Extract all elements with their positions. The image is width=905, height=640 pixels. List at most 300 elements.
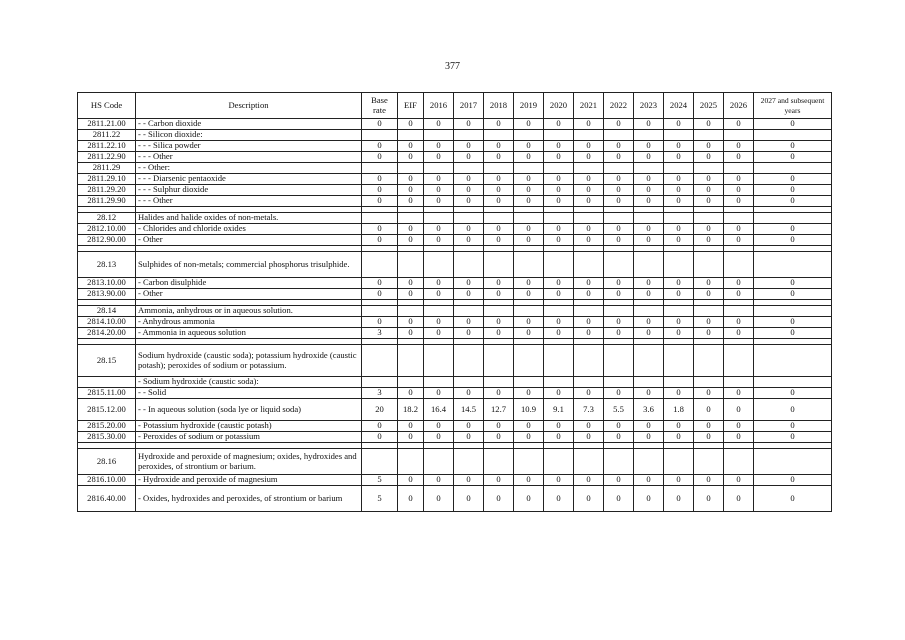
empty-cell: [454, 345, 484, 377]
rate-cell: 0: [664, 152, 694, 163]
hs-code-cell: 2815.30.00: [78, 432, 136, 443]
empty-cell: [544, 252, 574, 278]
rate-cell: 0: [514, 388, 544, 399]
empty-cell: [634, 377, 664, 388]
rate-cell: 0: [664, 235, 694, 246]
empty-cell: [574, 306, 604, 317]
empty-cell: [694, 130, 724, 141]
hs-code-cell: 2815.11.00: [78, 388, 136, 399]
empty-cell: [604, 306, 634, 317]
empty-cell: [398, 213, 424, 224]
empty-cell: [754, 213, 832, 224]
empty-cell: [362, 306, 398, 317]
empty-cell: [362, 345, 398, 377]
rate-cell: 0: [724, 475, 754, 486]
rate-cell: 0: [634, 119, 664, 130]
description-cell: - Oxides, hydroxides and peroxides, of strontium or barium: [136, 486, 362, 512]
empty-cell: [454, 252, 484, 278]
rate-cell: 0: [574, 119, 604, 130]
description-cell: - - - Sulphur dioxide: [136, 185, 362, 196]
table-row: [78, 486, 832, 512]
empty-cell: [362, 449, 398, 475]
rate-cell: 0: [724, 432, 754, 443]
rate-cell: 0: [424, 289, 454, 300]
hs-code-cell: 2816.40.00: [78, 486, 136, 512]
rate-cell: 0: [574, 421, 604, 432]
description-cell: - Potassium hydroxide (caustic potash): [136, 421, 362, 432]
rate-cell: 0: [574, 235, 604, 246]
base-rate-cell: 0: [362, 317, 398, 328]
rate-cell: 0: [424, 432, 454, 443]
empty-cell: [664, 306, 694, 317]
hs-code-cell: 2811.22.90: [78, 152, 136, 163]
empty-cell: [484, 163, 514, 174]
table-row: [78, 449, 832, 475]
rate-cell: 0: [514, 185, 544, 196]
base-rate-cell: 0: [362, 289, 398, 300]
empty-cell: [754, 449, 832, 475]
base-rate-cell: 0: [362, 235, 398, 246]
rate-cell: 0: [634, 141, 664, 152]
rate-cell: 0: [484, 317, 514, 328]
rate-cell: 0: [664, 432, 694, 443]
rate-cell: 0: [454, 432, 484, 443]
empty-cell: [754, 377, 832, 388]
rate-cell: 0: [724, 196, 754, 207]
rate-cell: 0: [484, 432, 514, 443]
empty-cell: [424, 163, 454, 174]
rate-cell: 0: [454, 388, 484, 399]
description-cell: - - - Silica powder: [136, 141, 362, 152]
table-row: [78, 475, 832, 486]
description-cell: - Other: [136, 235, 362, 246]
rate-cell: 0: [694, 185, 724, 196]
rate-cell: 0: [634, 235, 664, 246]
empty-cell: [664, 252, 694, 278]
table-row: [78, 163, 832, 174]
rate-cell: 0: [724, 278, 754, 289]
rate-cell: 0: [424, 152, 454, 163]
table-row: [78, 196, 832, 207]
header-year: 2021: [574, 93, 604, 119]
empty-cell: [514, 377, 544, 388]
empty-cell: [664, 449, 694, 475]
rate-cell: 0: [754, 289, 832, 300]
empty-cell: [724, 345, 754, 377]
empty-cell: [544, 163, 574, 174]
rate-cell: 18.2: [398, 399, 424, 421]
rate-cell: 0: [694, 289, 724, 300]
rate-cell: 0: [694, 119, 724, 130]
header-year: 2025: [694, 93, 724, 119]
base-rate-cell: 0: [362, 185, 398, 196]
hs-code-cell: 2816.10.00: [78, 475, 136, 486]
rate-cell: 3.6: [634, 399, 664, 421]
rate-cell: 0: [604, 174, 634, 185]
hs-code-cell: 2811.21.00: [78, 119, 136, 130]
rate-cell: 0: [398, 317, 424, 328]
rate-cell: 0: [424, 486, 454, 512]
rate-cell: 0: [424, 235, 454, 246]
empty-cell: [514, 449, 544, 475]
rate-cell: 0: [724, 141, 754, 152]
rate-cell: 0: [424, 388, 454, 399]
hs-code-cell: 2815.20.00: [78, 421, 136, 432]
rate-cell: 0: [454, 141, 484, 152]
empty-cell: [634, 252, 664, 278]
rate-cell: 0: [574, 475, 604, 486]
empty-cell: [634, 449, 664, 475]
rate-cell: 0: [634, 152, 664, 163]
rate-cell: 0: [398, 421, 424, 432]
rate-cell: 0: [398, 328, 424, 339]
rate-cell: 0: [664, 317, 694, 328]
rate-cell: 0: [634, 328, 664, 339]
rate-cell: 0: [724, 224, 754, 235]
rate-cell: 0: [484, 388, 514, 399]
rate-cell: 0: [574, 196, 604, 207]
empty-cell: [454, 130, 484, 141]
empty-cell: [634, 306, 664, 317]
base-rate-cell: 3: [362, 328, 398, 339]
description-cell: Sodium hydroxide (caustic soda); potassium hydroxide (caustic potash); peroxides of sodium or potassium.: [136, 345, 362, 377]
rate-cell: 0: [604, 475, 634, 486]
header-2027-and-subsequent: 2027 and subsequent years: [754, 93, 832, 119]
rate-cell: 0: [484, 421, 514, 432]
table-row: [78, 388, 832, 399]
description-cell: - - Carbon dioxide: [136, 119, 362, 130]
empty-cell: [484, 213, 514, 224]
empty-cell: [514, 130, 544, 141]
table-row: [78, 317, 832, 328]
rate-cell: 0: [424, 174, 454, 185]
header-year: 2019: [514, 93, 544, 119]
header-base-rate: Base rate: [362, 93, 398, 119]
rate-cell: 0: [604, 328, 634, 339]
base-rate-cell: 5: [362, 486, 398, 512]
base-rate-cell: 20: [362, 399, 398, 421]
empty-cell: [724, 130, 754, 141]
hs-code-cell: 2815.12.00: [78, 399, 136, 421]
rate-cell: 0: [694, 278, 724, 289]
rate-cell: 0: [514, 196, 544, 207]
rate-cell: 0: [544, 388, 574, 399]
description-cell: - Hydroxide and peroxide of magnesium: [136, 475, 362, 486]
rate-cell: 0: [484, 289, 514, 300]
description-cell: - - In aqueous solution (soda lye or liquid soda): [136, 399, 362, 421]
table-row: [78, 289, 832, 300]
empty-cell: [694, 345, 724, 377]
rate-cell: 0: [544, 432, 574, 443]
rate-cell: 0: [484, 152, 514, 163]
empty-cell: [454, 377, 484, 388]
rate-cell: 0: [454, 328, 484, 339]
table-row: [78, 141, 832, 152]
rate-cell: 0: [634, 475, 664, 486]
hs-code-cell: 28.13: [78, 252, 136, 278]
rate-cell: 0: [424, 196, 454, 207]
rate-cell: 0: [484, 278, 514, 289]
rate-cell: 0: [574, 486, 604, 512]
rate-cell: 0: [724, 328, 754, 339]
rate-cell: 0: [514, 486, 544, 512]
rate-cell: 0: [694, 475, 724, 486]
rate-cell: 0: [398, 119, 424, 130]
rate-cell: 0: [574, 185, 604, 196]
description-cell: Hydroxide and peroxide of magnesium; oxides, hydroxides and peroxides, of strontium or barium.: [136, 449, 362, 475]
rate-cell: 0: [514, 174, 544, 185]
table-row: [78, 174, 832, 185]
empty-cell: [484, 449, 514, 475]
description-cell: - Other: [136, 289, 362, 300]
rate-cell: 0: [514, 152, 544, 163]
hs-code-cell: 2811.22: [78, 130, 136, 141]
header-row: [78, 93, 832, 119]
empty-cell: [574, 449, 604, 475]
rate-cell: 0: [398, 196, 424, 207]
rate-cell: 0: [604, 388, 634, 399]
empty-cell: [694, 377, 724, 388]
rate-cell: 0: [454, 174, 484, 185]
rate-cell: 0: [544, 486, 574, 512]
rate-cell: 0: [754, 317, 832, 328]
rate-cell: 0: [754, 475, 832, 486]
header-year: 2023: [634, 93, 664, 119]
empty-cell: [754, 306, 832, 317]
rate-cell: 1.8: [664, 399, 694, 421]
header-year: 2017: [454, 93, 484, 119]
rate-cell: 0: [694, 141, 724, 152]
rate-cell: 0: [604, 486, 634, 512]
empty-cell: [484, 306, 514, 317]
rate-cell: 0: [604, 421, 634, 432]
empty-cell: [724, 213, 754, 224]
table-row: [78, 252, 832, 278]
rate-cell: 0: [604, 278, 634, 289]
empty-cell: [398, 377, 424, 388]
rate-cell: 0: [754, 328, 832, 339]
base-rate-cell: 0: [362, 196, 398, 207]
rate-cell: 0: [604, 152, 634, 163]
rate-cell: 0: [454, 235, 484, 246]
empty-cell: [604, 213, 634, 224]
rate-cell: 0: [514, 475, 544, 486]
rate-cell: 0: [724, 399, 754, 421]
empty-cell: [724, 163, 754, 174]
rate-cell: 0: [484, 174, 514, 185]
rate-cell: 0: [514, 328, 544, 339]
empty-cell: [634, 213, 664, 224]
rate-cell: 0: [424, 475, 454, 486]
empty-cell: [694, 213, 724, 224]
rate-cell: 0: [694, 224, 724, 235]
rate-cell: 0: [398, 475, 424, 486]
page-number: 377: [445, 61, 460, 72]
rate-cell: 0: [454, 486, 484, 512]
empty-cell: [398, 252, 424, 278]
hs-code-cell: 28.14: [78, 306, 136, 317]
empty-cell: [664, 163, 694, 174]
hs-code-cell: 2811.29.90: [78, 196, 136, 207]
empty-cell: [544, 345, 574, 377]
rate-cell: 0: [634, 174, 664, 185]
description-cell: - Anhydrous ammonia: [136, 317, 362, 328]
hs-code-cell: 28.15: [78, 345, 136, 377]
rate-cell: 0: [424, 224, 454, 235]
header-description: Description: [136, 93, 362, 119]
rate-cell: 0: [694, 196, 724, 207]
rate-cell: 0: [724, 388, 754, 399]
rate-cell: 0: [754, 421, 832, 432]
rate-cell: 0: [574, 141, 604, 152]
rate-cell: 0: [604, 432, 634, 443]
description-cell: - - - Diarsenic pentaoxide: [136, 174, 362, 185]
table-row: [78, 377, 832, 388]
base-rate-cell: 0: [362, 421, 398, 432]
rate-cell: 0: [754, 399, 832, 421]
rate-cell: 16.4: [424, 399, 454, 421]
empty-cell: [362, 163, 398, 174]
rate-cell: 0: [754, 388, 832, 399]
empty-cell: [754, 163, 832, 174]
rate-cell: 10.9: [514, 399, 544, 421]
rate-cell: 0: [514, 278, 544, 289]
rate-cell: 0: [664, 224, 694, 235]
rate-cell: 0: [754, 119, 832, 130]
rate-cell: 0: [424, 421, 454, 432]
rate-cell: 0: [514, 119, 544, 130]
empty-cell: [398, 345, 424, 377]
rate-cell: 0: [398, 141, 424, 152]
empty-cell: [454, 306, 484, 317]
empty-cell: [424, 377, 454, 388]
table-row: [78, 345, 832, 377]
empty-cell: [694, 252, 724, 278]
header-year: 2020: [544, 93, 574, 119]
rate-cell: 0: [754, 432, 832, 443]
empty-cell: [694, 306, 724, 317]
empty-cell: [694, 449, 724, 475]
rate-cell: 0: [398, 224, 424, 235]
hs-code-cell: 2811.22.10: [78, 141, 136, 152]
rate-cell: 0: [754, 486, 832, 512]
table-row: [78, 213, 832, 224]
header-year: 2022: [604, 93, 634, 119]
empty-cell: [604, 252, 634, 278]
rate-cell: 0: [398, 486, 424, 512]
description-cell: - Ammonia in aqueous solution: [136, 328, 362, 339]
rate-cell: 0: [454, 317, 484, 328]
rate-cell: 0: [484, 196, 514, 207]
empty-cell: [398, 130, 424, 141]
empty-cell: [634, 345, 664, 377]
description-cell: - - Silicon dioxide:: [136, 130, 362, 141]
rate-cell: 0: [514, 317, 544, 328]
rate-cell: 0: [484, 185, 514, 196]
rate-cell: 0: [484, 486, 514, 512]
rate-cell: 0: [724, 174, 754, 185]
rate-cell: 0: [398, 278, 424, 289]
rate-cell: 0: [634, 185, 664, 196]
rate-cell: 0: [544, 224, 574, 235]
rate-cell: 0: [664, 119, 694, 130]
empty-cell: [574, 252, 604, 278]
rate-cell: 0: [664, 278, 694, 289]
rate-cell: 0: [484, 475, 514, 486]
rate-cell: 0: [634, 196, 664, 207]
rate-cell: 0: [574, 328, 604, 339]
table-row: [78, 130, 832, 141]
rate-cell: 0: [634, 432, 664, 443]
rate-cell: 0: [398, 185, 424, 196]
rate-cell: 0: [398, 174, 424, 185]
rate-cell: 0: [754, 174, 832, 185]
rate-cell: 0: [574, 388, 604, 399]
empty-cell: [454, 213, 484, 224]
empty-cell: [604, 345, 634, 377]
tariff-schedule-table: [77, 92, 832, 512]
description-cell: - - - Other: [136, 152, 362, 163]
rate-cell: 0: [514, 289, 544, 300]
rate-cell: 0: [484, 141, 514, 152]
rate-cell: 0: [424, 141, 454, 152]
rate-cell: 0: [604, 185, 634, 196]
empty-cell: [574, 377, 604, 388]
base-rate-cell: 0: [362, 174, 398, 185]
empty-cell: [574, 130, 604, 141]
empty-cell: [604, 130, 634, 141]
empty-cell: [574, 345, 604, 377]
rate-cell: 0: [454, 278, 484, 289]
base-rate-cell: 0: [362, 141, 398, 152]
empty-cell: [398, 163, 424, 174]
rate-cell: 0: [754, 235, 832, 246]
table-row: [78, 328, 832, 339]
rate-cell: 0: [544, 196, 574, 207]
rate-cell: 0: [398, 289, 424, 300]
rate-cell: 0: [574, 289, 604, 300]
empty-cell: [754, 130, 832, 141]
rate-cell: 0: [484, 119, 514, 130]
rate-cell: 0: [664, 486, 694, 512]
base-rate-cell: 0: [362, 432, 398, 443]
rate-cell: 0: [664, 289, 694, 300]
rate-cell: 0: [454, 185, 484, 196]
empty-cell: [514, 213, 544, 224]
base-rate-cell: 0: [362, 224, 398, 235]
empty-cell: [754, 345, 832, 377]
header-hs-code: HS Code: [78, 93, 136, 119]
base-rate-cell: 3: [362, 388, 398, 399]
empty-cell: [514, 306, 544, 317]
table-row: [78, 421, 832, 432]
rate-cell: 0: [604, 196, 634, 207]
empty-cell: [724, 306, 754, 317]
rate-cell: 0: [604, 317, 634, 328]
empty-cell: [484, 377, 514, 388]
rate-cell: 0: [754, 278, 832, 289]
base-rate-cell: 0: [362, 119, 398, 130]
rate-cell: 0: [544, 289, 574, 300]
rate-cell: 0: [454, 224, 484, 235]
header-year: 2024: [664, 93, 694, 119]
rate-cell: 0: [484, 235, 514, 246]
rate-cell: 0: [454, 421, 484, 432]
empty-cell: [484, 345, 514, 377]
hs-code-cell: 28.12: [78, 213, 136, 224]
rate-cell: 0: [724, 486, 754, 512]
empty-cell: [544, 306, 574, 317]
